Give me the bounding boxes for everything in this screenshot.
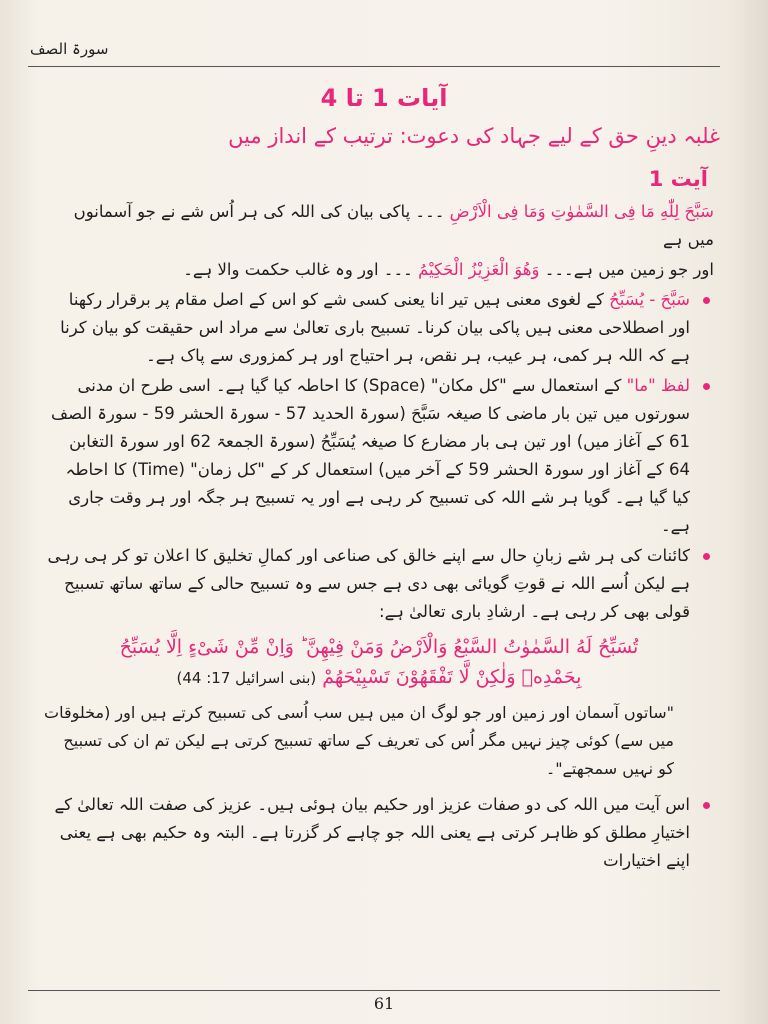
verse-line-2-text: بِحَمْدِهٖ وَلٰكِنْ لَّا تَفْقَهُوْنَ تَسْبِیْحَهُمْ [322,666,582,688]
bullet-item [44,286,714,370]
ayat-range-heading: آیات 1 تا 4 [320,84,448,112]
bullet-text: اس آیت میں اللہ کی دو صفات عزیز اور حکیم بیان ہوئی ہیں۔ عزیز کی صفت اللہ تعالیٰ کے اختیارِ مطلق کو ظاہر کرتی ہے یعنی اللہ جو چاہے کر گزرتا ہے۔ البتہ وہ حکیم بھی ہے یعنی اپنے اختیارات [54,795,690,870]
quran-verse [44,632,714,693]
bullet-text: کائنات کی ہر شے زبانِ حال سے اپنے خالق کی صناعی اور کمالِ تخلیق کا اعلان تو کر ہی رہی ہے لیکن اُسے اللہ نے قوتِ گویائی بھی دی ہے جس سے وہ تسبیح حالی کے ساتھ ساتھ تسبیح قولی بھی کر رہی ہے۔ ارشادِ باری تعالیٰ ہے: [47,546,690,621]
body-text [44,198,714,877]
running-header: سورۃ الصف [30,40,109,58]
intro-text-1: ۔۔۔ پاکی بیان کی اللہ کی ہر اُس شے نے جو آسمانوں میں ہے [73,202,714,249]
intro-line-2 [44,256,714,284]
intro-line-1 [44,198,714,254]
footer-divider [28,990,720,991]
bullet-icon [703,553,710,560]
verse-translation: "ساتوں آسمان اور زمین اور جو لوگ ان میں ہیں سب اُسی کی تسبیح کرتے ہیں اور (مخلوقات میں سے) کوئی چیز نہیں مگر اُس کی تعریف کے ساتھ تسبیح کرتی ہے لیکن تم ان کی تسبیح کو نہیں سمجھتے"۔ [44,703,674,778]
ayat-label: آیت 1 [648,167,708,191]
verse-reference: (بنی اسرائیل 17: 44) [176,669,317,687]
bullet-icon [703,383,710,390]
page-edge-shadow [728,0,768,1024]
verse-line-1: تُسَبِّحُ لَهُ السَّمٰوٰتُ السَّبْعُ وَالْاَرْضُ وَمَنْ فِیْهِنَّ ؕ وَاِنْ مِّنْ شَیْءٍ اِلَّا یُسَبِّحُ [119,636,639,658]
intro-text-2-end: ۔۔۔ اور وہ غالب حکمت والا ہے۔ [183,260,413,279]
bullet-text: کے استعمال سے "کل مکان" (Space) کا احاطہ کیا گیا ہے۔ اسی طرح ان مدنی سورتوں میں تین بار ماضی کا صیغہ سَبَّحَ (سورۃ الحدید 57 - سورۃ الحشر 59 - سورۃ الصف 61 کے آغاز میں) اور تین ہی بار مضارع کا صیغہ یُسَبِّحُ (سورۃ الجمعۃ 62 اور سورۃ التغابن 64 کے آغاز اور سورۃ الحشر 59 کے آخر میں) استعمال کر کے "کل زمان" (Time) کا احاطہ کیا گیا ہے۔ گویا ہر شے اللہ کی تسبیح کر رہی ہے اور یہ تسبیح ہر جگہ اور ہر وقت جاری ہے۔ [51,376,690,535]
bullet-icon [703,802,710,809]
bullet-text: کے لغوی معنی ہیں تیر انا یعنی کسی شے کو اس کے اصل مقام پر برقرار رکھنا اور اصطلاحی معنی ہیں پاکی بیان کرنا۔ تسبیح باری تعالیٰ سے مراد اس حقیقت کو بیان کرنا ہے کہ اللہ ہر کمی، ہر عیب، ہر نقص، ہر احتیاج اور ہر کمزوری سے پاک ہے۔ [60,290,690,365]
bullet-lead: سَبَّحَ - یُسَبِّحُ [609,290,690,309]
bullet-item [44,372,714,540]
verse-line-2 [44,662,714,693]
intro-text-2: اور جو زمین میں ہے۔۔۔ [544,260,714,279]
bullet-item [44,791,714,875]
page-number: 61 [373,994,395,1013]
intro-arabic-1: سَبَّحَ لِلّٰهِ مَا فِی السَّمٰوٰتِ وَمَا فِی الْاَرْضِ [449,202,714,221]
bullet-lead: لفظ "ما" [626,376,690,395]
header-divider [28,66,720,67]
intro-arabic-2: وَھُوَ الْعَزِیْزُ الْحَکِیْمُ [418,260,540,279]
bullet-item [44,542,714,626]
section-subheading: غلبہ دینِ حق کے لیے جہاد کی دعوت: ترتیب کے انداز میں [228,124,720,148]
bullet-icon [703,297,710,304]
